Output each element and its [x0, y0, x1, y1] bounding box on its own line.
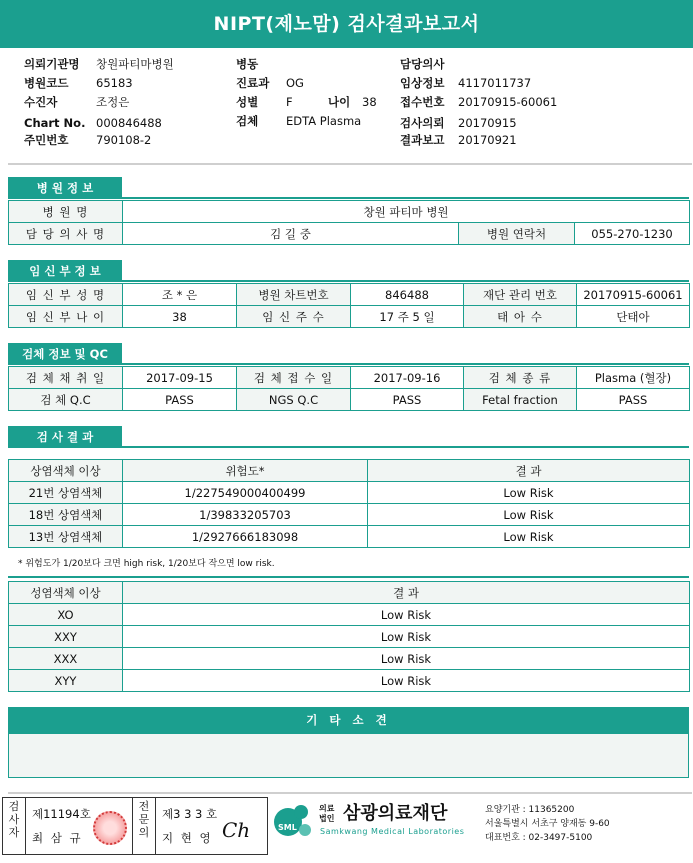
cell: 20170915-60061 [577, 284, 690, 306]
value-sex: F [286, 95, 293, 109]
label-result-report: 결과보고 [400, 133, 445, 147]
cell: 38 [123, 306, 237, 328]
value-chart-no: 000846488 [96, 116, 162, 130]
table-row [9, 223, 690, 245]
label-referring-hospital: 의뢰기관명 [24, 57, 80, 71]
header-result: 결 과 [368, 460, 690, 482]
doctor-name-value: 김 길 중 [123, 223, 459, 245]
cell: 단태아 [577, 306, 690, 328]
org-phone: 대표번호 : 02-3497-5100 [485, 833, 593, 843]
label-clinical-info: 임상정보 [400, 76, 445, 90]
cell: PASS [351, 389, 464, 411]
cell: XXY [9, 626, 123, 648]
label-specimen: 검체 [236, 114, 259, 128]
section-test-results: 검 사 결 과 [8, 426, 122, 448]
org-name-en: Samkwang Medical Laboratories [320, 827, 465, 836]
cell: 21번 상염색체 [9, 482, 123, 504]
value-specimen: EDTA Plasma [286, 114, 362, 128]
table-row [9, 604, 690, 626]
label-department: 진료과 [236, 76, 270, 90]
label-attending-doctor: 담당의사 [400, 57, 445, 71]
cell: XO [9, 604, 123, 626]
doctor-label: 전문의 [138, 800, 150, 839]
header-result: 결 과 [123, 582, 690, 604]
cell: Low Risk [123, 604, 690, 626]
cell: PASS [123, 389, 237, 411]
table-row [9, 670, 690, 692]
sex-chromosome-table [8, 581, 690, 692]
doctor-license: 제3 3 3 호 [162, 807, 218, 821]
table-row [9, 284, 690, 306]
cell: 임 신 부 나 이 [9, 306, 123, 328]
label-chart-no: Chart No. [24, 116, 86, 130]
cell: 2017-09-15 [123, 367, 237, 389]
contact-label: 병원 연락처 [459, 223, 575, 245]
label-age: 나이 [328, 95, 351, 109]
doctor-name: 지 현 영 [162, 831, 213, 845]
divider [132, 797, 133, 855]
table-row [9, 367, 690, 389]
cell: 태 아 수 [464, 306, 577, 328]
label-patient: 수진자 [24, 95, 58, 109]
table-row [9, 389, 690, 411]
other-findings-box [8, 733, 689, 778]
org-type-line1: 의료 [319, 804, 335, 813]
cell: XXX [9, 648, 123, 670]
cell: 17 주 5 일 [351, 306, 464, 328]
cell: 임 신 주 수 [237, 306, 351, 328]
tester-license: 제11194호 [32, 807, 91, 821]
value-patient: 조정은 [96, 95, 130, 109]
label-test-request: 검사의뢰 [400, 116, 445, 130]
cell: Low Risk [368, 504, 690, 526]
label-ward: 병동 [236, 57, 259, 71]
header-sex-chromosome: 성염색체 이상 [9, 582, 123, 604]
cell: 1/227549000400499 [123, 482, 368, 504]
section-underline [8, 446, 689, 448]
label-resident-no: 주민번호 [24, 133, 69, 147]
doctor-signature: Ch [222, 818, 251, 842]
cell: 병원 차트번호 [237, 284, 351, 306]
cell: 검 체 Q.C [9, 389, 123, 411]
cell: 검 체 종 류 [464, 367, 577, 389]
specimen-table [8, 366, 690, 411]
header-risk: 위험도* [123, 460, 368, 482]
cell: Low Risk [368, 526, 690, 548]
value-test-request: 20170915 [458, 116, 517, 130]
patient-info [24, 55, 684, 150]
org-address: 서울특별시 서초구 양재동 9-60 [485, 819, 610, 829]
table-row [9, 482, 690, 504]
cell: 검 체 채 취 일 [9, 367, 123, 389]
section-underline [8, 280, 689, 282]
section-underline [8, 197, 689, 199]
table-row [9, 306, 690, 328]
table-header-row [9, 582, 690, 604]
report-title: NIPT(제노맘) 검사결과보고서 [0, 0, 693, 48]
table-row [9, 648, 690, 670]
section-hospital-info: 병 원 정 보 [8, 177, 122, 199]
value-resident-no: 790108-2 [96, 133, 152, 147]
value-age: 38 [362, 95, 377, 109]
cell: 846488 [351, 284, 464, 306]
hospital-info-table [8, 200, 690, 245]
cell: Low Risk [123, 648, 690, 670]
section-other-findings: 기 타 소 견 [8, 707, 689, 733]
hospital-name-value: 창원 파티마 병원 [123, 201, 690, 223]
table-row [9, 504, 690, 526]
cell: 임 신 부 성 명 [9, 284, 123, 306]
org-institution-code: 요양기관 : 11365200 [485, 805, 575, 815]
value-hospital-code: 65183 [96, 76, 133, 90]
cell: 조 * 은 [123, 284, 237, 306]
risk-note: * 위험도가 1/20보다 크면 high risk, 1/20보다 작으면 low risk. [18, 559, 275, 569]
section-specimen-qc: 검체 정보 및 QC [8, 343, 122, 365]
value-result-report: 20170921 [458, 133, 517, 147]
value-referring-hospital: 창원파티마병원 [96, 57, 174, 71]
cell: 18번 상염색체 [9, 504, 123, 526]
cell: Low Risk [123, 670, 690, 692]
cell: NGS Q.C [237, 389, 351, 411]
divider [8, 163, 692, 165]
section-mother-info: 임 신 부 정 보 [8, 260, 122, 282]
divider [155, 797, 156, 855]
cell: 1/2927666183098 [123, 526, 368, 548]
value-receipt-no: 20170915-60061 [458, 95, 558, 109]
value-clinical-info: 4117011737 [458, 76, 532, 90]
cell: Low Risk [123, 626, 690, 648]
autosomal-results-table [8, 459, 690, 548]
cell: 검 체 접 수 일 [237, 367, 351, 389]
tester-name: 최 삼 규 [32, 831, 83, 845]
cell: 2017-09-16 [351, 367, 464, 389]
org-type-line2: 법인 [319, 814, 335, 823]
org-name: 삼광의료재단 [343, 803, 448, 824]
label-receipt-no: 접수번호 [400, 95, 445, 109]
table-row [9, 526, 690, 548]
doctor-name-label: 담 당 의 사 명 [9, 223, 123, 245]
divider [8, 792, 692, 794]
mother-info-table [8, 283, 690, 328]
hospital-name-label: 병 원 명 [9, 201, 123, 223]
section-underline [8, 363, 689, 365]
section-underline [8, 576, 689, 578]
label-hospital-code: 병원코드 [24, 76, 69, 90]
contact-value: 055-270-1230 [575, 223, 690, 245]
table-header-row [9, 460, 690, 482]
value-department: OG [286, 76, 304, 90]
table-row [9, 201, 690, 223]
table-row [9, 626, 690, 648]
cell: XYY [9, 670, 123, 692]
cell: Low Risk [368, 482, 690, 504]
header-autosomal: 상염색체 이상 [9, 460, 123, 482]
cell: 13번 상염색체 [9, 526, 123, 548]
cell: Fetal fraction [464, 389, 577, 411]
seal-stamp [93, 811, 127, 845]
cell: Plasma (혈장) [577, 367, 690, 389]
divider [25, 797, 26, 855]
tester-label: 검사자 [8, 800, 20, 839]
sml-logo-icon [272, 800, 316, 844]
logo-text: SML [278, 823, 297, 832]
label-sex: 성별 [236, 95, 259, 109]
cell: 1/39833205703 [123, 504, 368, 526]
cell: 재단 관리 번호 [464, 284, 577, 306]
cell: PASS [577, 389, 690, 411]
